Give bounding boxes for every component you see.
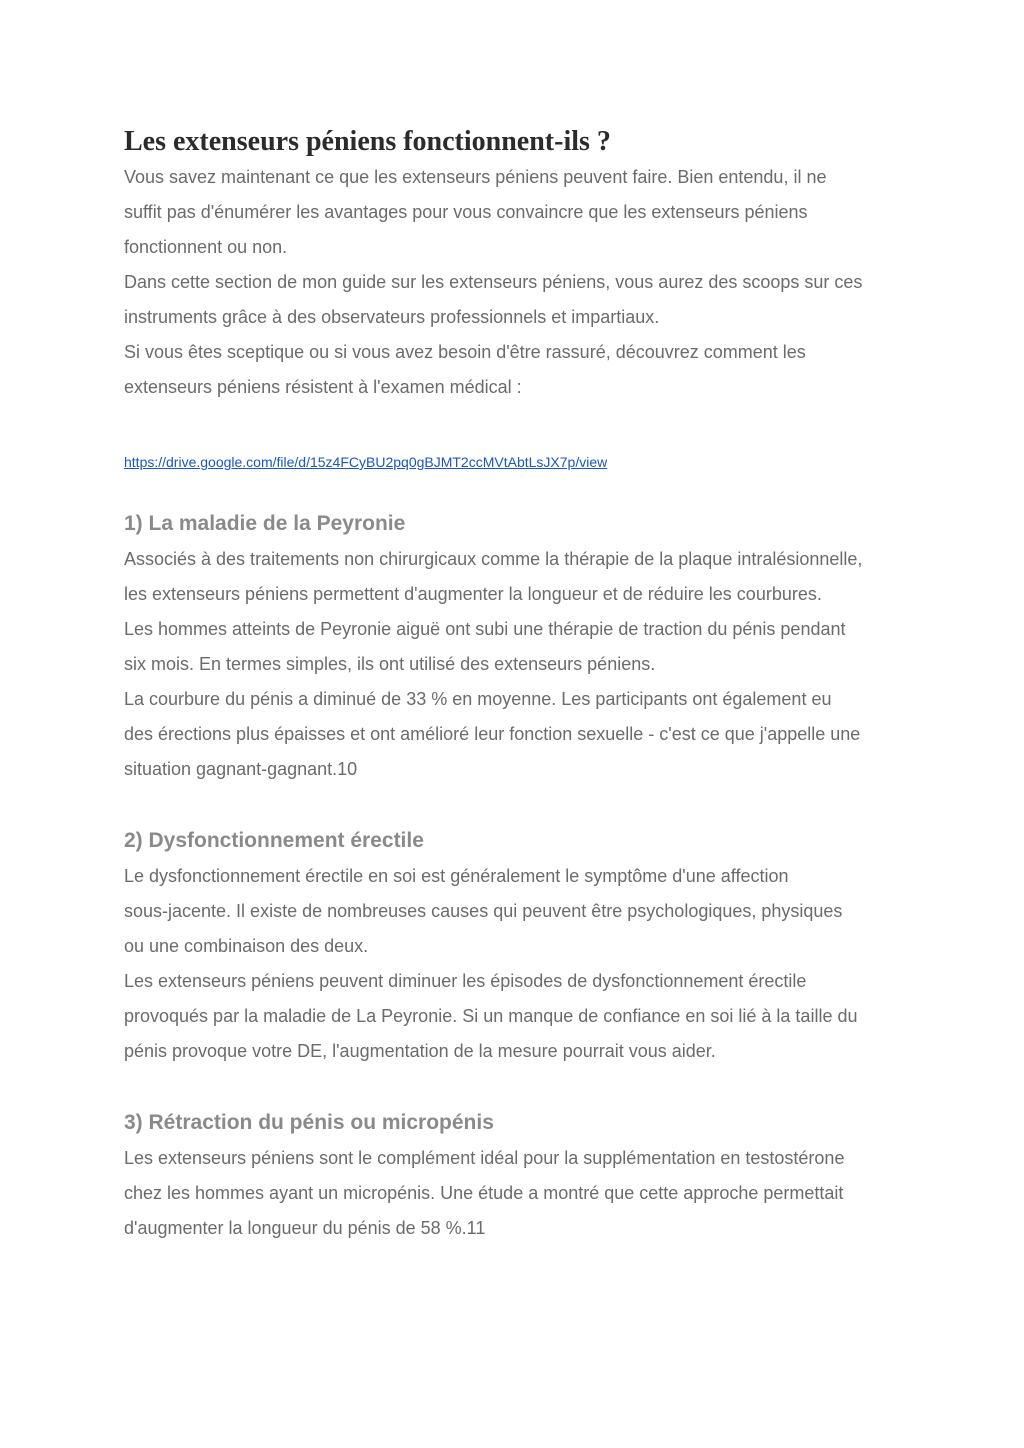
text-line: Les extenseurs péniens peuvent diminuer les épisodes de dysfonctionnement érectile — [124, 971, 807, 991]
text-line: sous-jacente. Il existe de nombreuses causes qui peuvent être psychologiques, physiques — [124, 901, 843, 921]
text-line: ou une combinaison des deux. — [124, 936, 369, 956]
text-line: d'augmenter la longueur du pénis de 58 %.11 — [124, 1218, 486, 1238]
section-peyronie — [124, 506, 914, 787]
text-line: six mois. En termes simples, ils ont utilisé des extenseurs péniens. — [124, 654, 656, 674]
section-heading: 3) Rétraction du pénis ou micropénis — [124, 1111, 494, 1134]
text-line: chez les hommes ayant un micropénis. Une étude a montré que cette approche permettait — [124, 1183, 844, 1203]
document-title: Les extenseurs péniens fonctionnent-ils ? — [124, 126, 611, 157]
section-paragraph — [124, 1141, 914, 1246]
intro-paragraph — [124, 160, 914, 405]
text-line: fonctionnent ou non. — [124, 237, 288, 257]
text-line: instruments grâce à des observateurs professionnels et impartiaux. — [124, 307, 660, 327]
text-line: Dans cette section de mon guide sur les extenseurs péniens, vous aurez des scoops sur ces — [124, 272, 863, 292]
text-line: Associés à des traitements non chirurgicaux comme la thérapie de la plaque intralésionnelle, — [124, 549, 863, 569]
text-line: les extenseurs péniens permettent d'augmenter la longueur et de réduire les courbures. — [124, 584, 822, 604]
text-line: des érections plus épaisses et ont amélioré leur fonction sexuelle - c'est ce que j'appelle une — [124, 724, 861, 744]
text-line: Les extenseurs péniens sont le complément idéal pour la supplémentation en testostérone — [124, 1148, 845, 1168]
section-micropenis — [124, 1105, 914, 1246]
text-line: Vous savez maintenant ce que les extenseurs péniens peuvent faire. Bien entendu, il ne — [124, 167, 827, 187]
text-line: pénis provoque votre DE, l'augmentation de la mesure pourrait vous aider. — [124, 1041, 716, 1061]
section-paragraph — [124, 542, 914, 787]
text-line: suffit pas d'énumérer les avantages pour vous convaincre que les extenseurs péniens — [124, 202, 808, 222]
text-line: provoqués par la maladie de La Peyronie. Si un manque de confiance en soi lié à la taille du — [124, 1006, 858, 1026]
document-page — [124, 124, 914, 1246]
section-erectile-dysfunction — [124, 823, 914, 1069]
text-line: Les hommes atteints de Peyronie aiguë ont subi une thérapie de traction du pénis pendant — [124, 619, 846, 639]
drive-link[interactable]: https://drive.google.com/file/d/15z4FCyBU2pq0gBJMT2ccMVtAbtLsJX7p/view — [124, 454, 608, 470]
section-paragraph — [124, 859, 914, 1069]
text-line: Le dysfonctionnement érectile en soi est généralement le symptôme d'une affection — [124, 866, 789, 886]
section-heading: 2) Dysfonctionnement érectile — [124, 829, 424, 852]
section-heading: 1) La maladie de la Peyronie — [124, 512, 406, 535]
link-row — [124, 445, 914, 479]
text-line: situation gagnant-gagnant.10 — [124, 759, 358, 779]
text-line: Si vous êtes sceptique ou si vous avez besoin d'être rassuré, découvrez comment les — [124, 342, 806, 362]
text-line: extenseurs péniens résistent à l'examen médical : — [124, 377, 522, 397]
text-line: La courbure du pénis a diminué de 33 % en moyenne. Les participants ont également eu — [124, 689, 832, 709]
